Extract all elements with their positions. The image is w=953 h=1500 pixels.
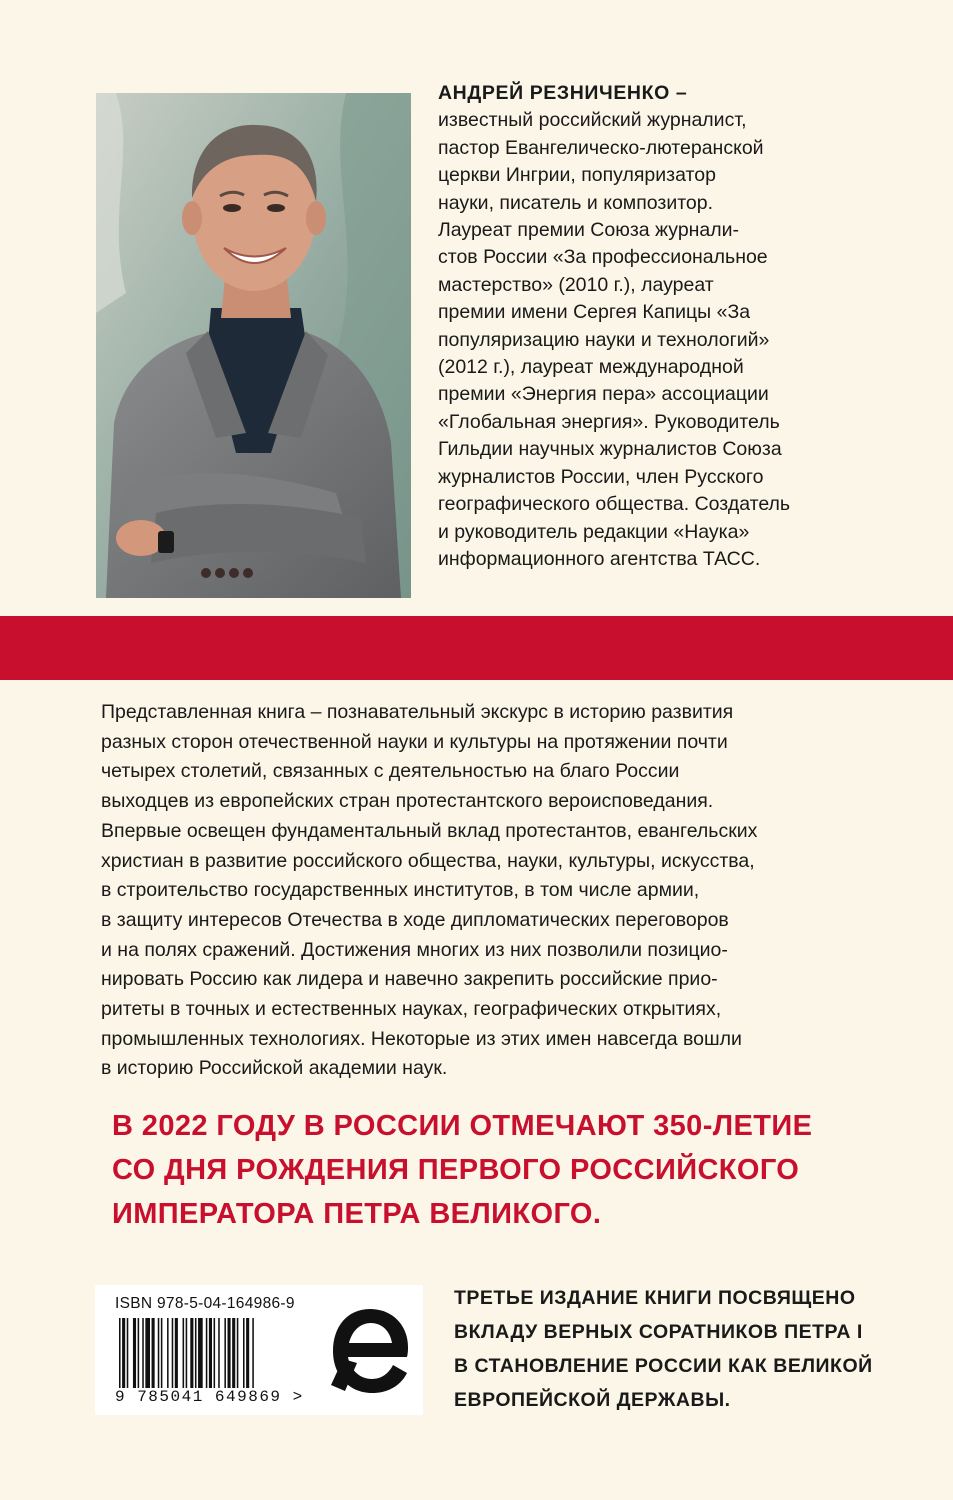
author-bio (438, 80, 828, 573)
description-line: в строительство государственных институтов, в том числе армии, (101, 879, 700, 902)
barcode-digits: 9 785041 649869 > (115, 1388, 304, 1406)
edition-note-line: ТРЕТЬЕ ИЗДАНИЕ КНИГИ ПОСВЯЩЕНО (454, 1287, 856, 1309)
isbn-label: ISBN 978-5-04-164986-9 (115, 1295, 295, 1312)
barcode-bar (228, 1318, 231, 1398)
author-bio-line: (2012 г.), лауреат международной (438, 356, 744, 379)
author-bio-line: премии имени Сергея Капицы «За (438, 301, 751, 324)
anniversary-line: ИМПЕРАТОРА ПЕТРА ВЕЛИКОГО. (112, 1198, 602, 1230)
description-line: в историю Российской академии наук. (101, 1057, 448, 1080)
barcode-bar (198, 1318, 203, 1398)
author-bio-line: пастор Евангелическо-лютеранской (438, 136, 764, 159)
barcode-bar (214, 1318, 216, 1398)
author-bio-line: стов России «За профессиональное (438, 246, 768, 269)
author-bio-line: географического общества. Создатель (438, 493, 791, 516)
barcode-icon (117, 1318, 317, 1398)
publisher-logo-icon (327, 1303, 413, 1399)
author-portrait-icon (96, 93, 411, 598)
barcode-bar (152, 1318, 155, 1398)
barcode-bar (209, 1318, 212, 1398)
barcode-bar (183, 1318, 185, 1398)
author-bio-line: информационного агентства ТАСС. (438, 547, 761, 570)
description-line: разных сторон отечественной науки и культуры на протяжении почти (101, 730, 728, 753)
barcode-bar (138, 1318, 140, 1398)
barcode-bar (243, 1318, 245, 1398)
description-line: выходцев из европейских стран протестантского вероисповедания. (101, 790, 714, 813)
author-bio-line: «Глобальная энергия». Руководитель (438, 410, 780, 433)
barcode-bar (142, 1318, 144, 1398)
barcode-bar (175, 1318, 178, 1398)
description-line: Представленная книга – познавательный экскурс в историю развития (101, 701, 734, 723)
author-bio-line: Гильдии научных журналистов Союза (438, 438, 782, 461)
description-line: нировать Россию как лидера и навечно закрепить российские прио- (101, 968, 718, 991)
anniversary-line: СО ДНЯ РОЖДЕНИЯ ПЕРВОГО РОССИЙСКОГО (112, 1154, 800, 1186)
description-line: Впервые освещен фундаментальный вклад протестантов, евангельских (101, 819, 758, 842)
red-divider-band (0, 616, 953, 680)
barcode-bar (145, 1318, 150, 1398)
author-bio-line: церкви Ингрии, популяризатор (438, 164, 716, 187)
barcode-bar (167, 1318, 169, 1398)
barcode-bar (195, 1318, 197, 1398)
barcode-bar (190, 1318, 193, 1398)
author-bio-line: Лауреат премии Союза журнали- (438, 219, 740, 242)
description-line: промышленных технологиях. Некоторые из этих имен навсегда вошли (101, 1027, 742, 1050)
barcode-bar (122, 1318, 125, 1398)
edition-note (454, 1281, 874, 1417)
barcode-bar (133, 1318, 136, 1398)
edition-note-line: ЕВРОПЕЙСКОЙ ДЕРЖАВЫ. (454, 1389, 731, 1411)
author-bio-line: премии «Энергия пера» ассоциации (438, 383, 769, 406)
edition-note-line: ВКЛАДУ ВЕРНЫХ СОРАТНИКОВ ПЕТРА I (454, 1321, 863, 1343)
barcode-bar (127, 1318, 129, 1398)
description-line: в защиту интересов Отечества в ходе дипломатических переговоров (101, 908, 729, 931)
barcode-bar (158, 1318, 160, 1398)
description-line: ритеты в точных и естественных науках, географических открытиях, (101, 998, 722, 1021)
author-bio-line: популяризацию науки и технологий» (438, 328, 770, 351)
anniversary-line: В 2022 ГОДУ В РОССИИ ОТМЕЧАЮТ 350-ЛЕТИЕ (112, 1110, 813, 1142)
author-bio-line: и руководитель редакции «Наука» (438, 520, 750, 543)
author-bio-line: известный российский журналист, (438, 109, 747, 132)
barcode-bar (218, 1318, 220, 1398)
anniversary-headline (112, 1104, 872, 1236)
barcode-bar (252, 1318, 254, 1398)
description-line: и на полях сражений. Достижения многих из них позволили позицио- (101, 938, 728, 961)
barcode-bar (172, 1318, 174, 1398)
author-photo (96, 93, 411, 598)
author-bio-line: мастерство» (2010 г.), лауреат (438, 273, 714, 296)
description-line: четырех столетий, связанных с деятельностью на благо России (101, 760, 680, 783)
book-description (101, 698, 861, 1084)
barcode-bar (161, 1318, 163, 1398)
barcode-bar (186, 1318, 188, 1398)
author-name: АНДРЕЙ РЕЗНИЧЕНКО – (438, 82, 688, 104)
barcode-bar (224, 1318, 226, 1398)
author-bio-line: науки, писатель и композитор. (438, 191, 714, 214)
edition-note-line: В СТАНОВЛЕНИЕ РОССИИ КАК ВЕЛИКОЙ (454, 1355, 873, 1377)
barcode-bar (119, 1318, 121, 1398)
barcode-block (95, 1285, 423, 1415)
description-line: христиан в развитие российского общества, науки, культуры, искусства, (101, 849, 755, 872)
barcode-bar (232, 1318, 235, 1398)
author-bio-line: журналистов России, член Русского (438, 465, 764, 488)
barcode-bar (206, 1318, 208, 1398)
barcode-bar (237, 1318, 239, 1398)
barcode-bar (246, 1318, 249, 1398)
